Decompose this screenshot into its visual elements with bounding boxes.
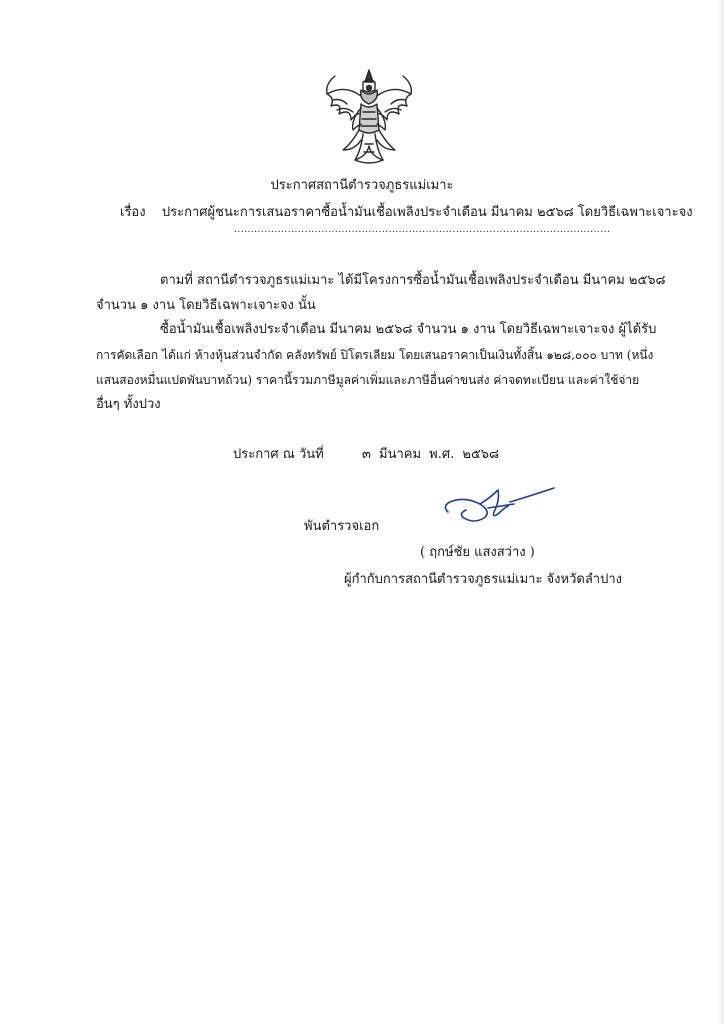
- subject-text: ประกาศผู้ชนะการเสนอราคาซื้อน้ำมันเชื้อเพลิงประจำเดือน มีนาคม ๒๕๖๘ โดยวิธีเฉพาะเจาะจง: [161, 205, 693, 220]
- garuda-emblem-icon: [321, 64, 417, 170]
- signer-position: ผู้กำกับการสถานีตำรวจภูธรแม่เมาะ จังหวัดลำปาง: [344, 572, 623, 587]
- paragraph-2-line-1: ซื้อน้ำมันเชื้อเพลิงประจำเดือน มีนาคม ๒๕๖๘ จำนวน ๑ งาน โดยวิธีเฉพาะเจาะจง ผู้ได้รับ: [160, 322, 657, 337]
- page-edge-shadow: [718, 0, 724, 1024]
- header-divider: ................................................................................................................: [234, 225, 611, 235]
- signature-mark: [440, 484, 556, 528]
- subject-prefix: เรื่อง: [120, 205, 146, 220]
- paragraph-1-line-1: ตามที่ สถานีตำรวจภูธรแม่เมาะ ได้มีโครงการซื้อน้ำมันเชื้อเพลิงประจำเดือน มีนาคม ๒๕๖๘: [160, 273, 666, 288]
- paragraph-2-line-4: อื่นๆ ทั้งปวง: [96, 397, 161, 412]
- paragraph-1-line-2: จำนวน ๑ งาน โดยวิธีเฉพาะเจาะจง นั้น: [96, 298, 316, 313]
- signer-rank: พันตำรวจเอก: [304, 519, 380, 534]
- paragraph-2-line-3: แสนสองหมื่นแปดพันบาทถ้วน) ราคานี้รวมภาษีมูลค่าเพิ่มและภาษีอื่นค่าขนส่ง ค่าจดทะเบียน และค่าใช้จ่าย: [96, 373, 640, 387]
- agency-heading: ประกาศสถานีตำรวจภูธรแม่เมาะ: [270, 178, 454, 193]
- subject-line: [120, 205, 693, 221]
- date-label: ประกาศ ณ วันที่: [233, 447, 324, 462]
- date-value: ๓ มีนาคม พ.ศ. ๒๕๖๘: [362, 447, 500, 462]
- paragraph-2-line-2: การคัดเลือก ได้แก่ ห้างหุ้นส่วนจำกัด คลังทรัพย์ ปิโตรเลียม โดยเสนอราคาเป็นเงินทั้งสิ้น ๑๒๘,๐๐๐ บาท (หนึ่ง: [96, 348, 654, 362]
- signer-name: ( ฤกษ์ชัย แสงสว่าง ): [420, 545, 535, 560]
